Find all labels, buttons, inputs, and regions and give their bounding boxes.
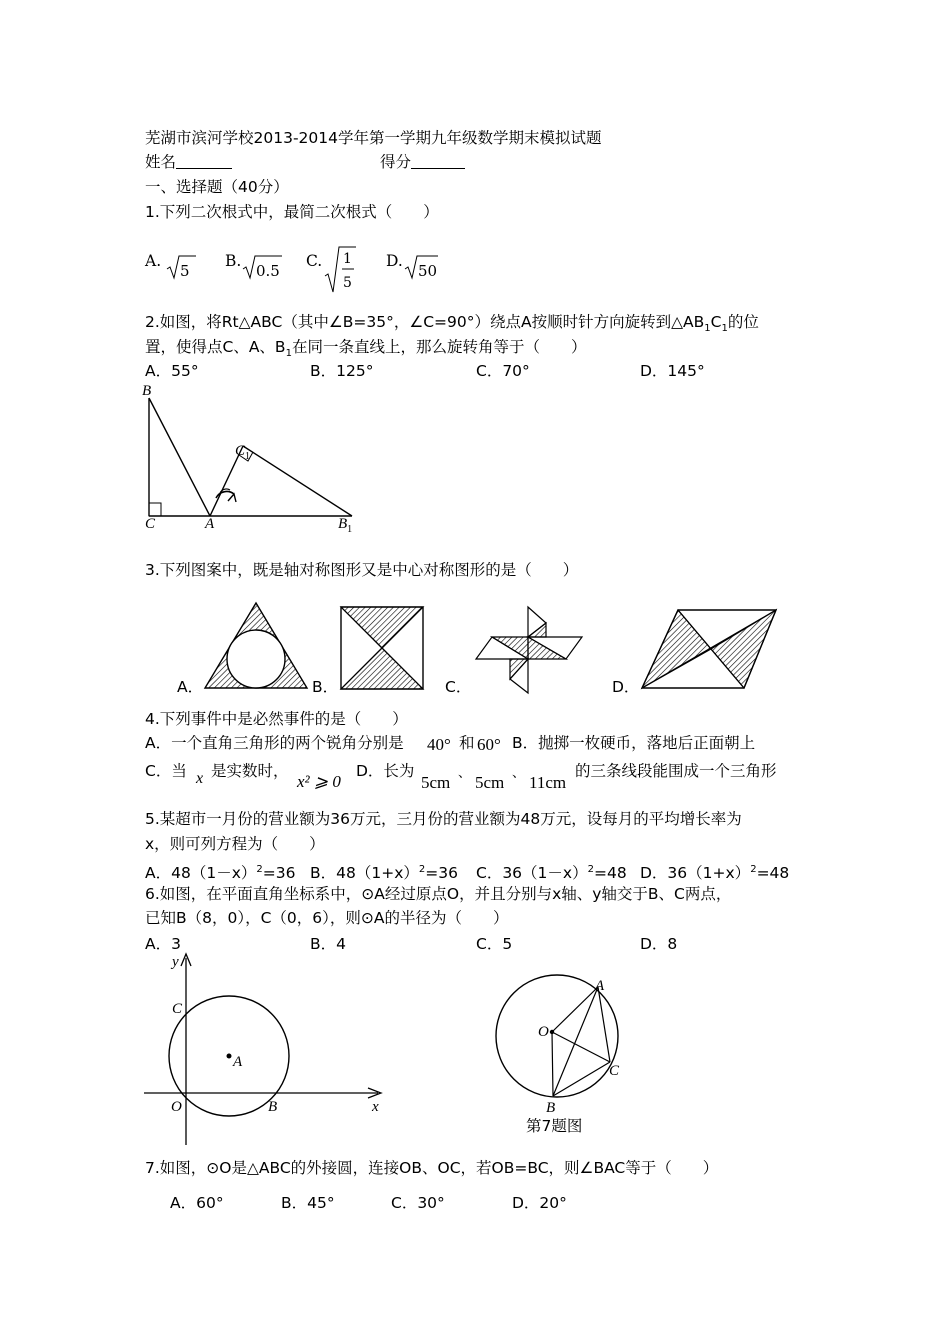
q2-label-c1 <box>235 441 250 467</box>
q1-option-c-numerator: 1 <box>343 251 352 267</box>
q5-stem-line1: 5.某超市一月份的营业额为36万元，三月份的营业额为48万元，设每月的平均增长率为 <box>145 810 742 828</box>
q7-label-c: C <box>609 1063 620 1079</box>
q2-stem-c: C <box>710 313 722 331</box>
q2-option-a: A．55° <box>145 362 199 380</box>
q6-label-o: O <box>171 1099 182 1115</box>
q5-option-b <box>310 860 458 883</box>
q3-option-c-figure <box>472 603 587 698</box>
q4-option-a: A．一个直角三角形的两个锐角分别是 <box>145 734 404 752</box>
q3-option-b-figure <box>336 602 428 694</box>
q4-option-d-b: 的三条线段能围成一个三角形 <box>575 762 777 780</box>
q4-option-c-a: C．当 <box>145 762 187 780</box>
q6-label-y: y <box>172 954 179 970</box>
q2-label-c: C <box>145 516 156 532</box>
q7-figure-caption: 第7题图 <box>526 1117 583 1135</box>
q7-label-o: O <box>538 1024 549 1040</box>
q2-label-b: B <box>142 383 152 399</box>
q7-option-b: B．45° <box>281 1194 335 1212</box>
q2-label-c1-main: C <box>235 443 246 459</box>
q2-sub-b1: 1 <box>704 323 711 335</box>
q4-inequality: x² ⩾ 0 <box>297 772 341 791</box>
q1-option-d-radicand: 50 <box>418 262 438 280</box>
exam-title: 芜湖市滨河学校2013-2014学年第一学期九年级数学期末模拟试题 <box>145 129 602 147</box>
q4-sep2: 、 <box>512 766 526 781</box>
q6-label-a: A <box>233 1054 243 1070</box>
q5-option-a <box>145 860 295 883</box>
score-field <box>380 152 465 172</box>
q6-stem-line2: 已知B（8，0），C（0，6），则⊙A的半径为（ ） <box>145 909 509 927</box>
q4-conj: 和 <box>459 734 475 752</box>
q6-label-c: C <box>172 1001 183 1017</box>
q7-label-a: A <box>595 978 605 994</box>
q7-circle-figure <box>490 975 630 1105</box>
q4-sep1: 、 <box>458 766 472 781</box>
q6-option-d: D．8 <box>640 935 678 953</box>
q1-option-b-label: B. <box>225 252 242 270</box>
q6-option-c: C．5 <box>476 935 513 953</box>
q2-stem-line1 <box>145 312 759 339</box>
q4-option-d-a: D．长为 <box>356 762 415 780</box>
name-label: 姓名 <box>145 153 177 171</box>
name-blank <box>176 152 232 169</box>
q2-stem-text: 2.如图，将Rt△ABC（其中∠B=35°，∠C=90°）绕点A按顺时针方向旋转到△AB <box>145 313 705 331</box>
q4-angle2: 60° <box>477 735 501 754</box>
q1-option-c-label: C. <box>306 252 323 270</box>
q2-option-c: C．70° <box>476 362 530 380</box>
q5-option-c-tail: =48 <box>593 864 627 883</box>
q2-label-a: A <box>205 516 215 532</box>
q3-option-c-label: C． <box>445 678 472 696</box>
q1-option-d-label: D. <box>386 252 403 270</box>
q5-option-d-tail: =48 <box>756 864 790 883</box>
q4-angle1: 40° <box>427 735 451 754</box>
q3-stem: 3.下列图案中，既是轴对称图形又是中心对称图形的是（ ） <box>145 561 579 579</box>
section-heading: 一、选择题（40分） <box>145 178 289 196</box>
q1-option-b-radicand: 0.5 <box>256 262 280 280</box>
q2-label-b1-sub: 1 <box>347 524 353 535</box>
q7-label-b: B <box>546 1100 556 1116</box>
q5-option-d-base: D．36（1+x） <box>640 864 751 883</box>
q2-label-b1-main: B <box>338 516 348 532</box>
q4-var-x: x <box>196 770 204 787</box>
q2-stem-line2-b: 在同一条直线上，那么旋转角等于（ ） <box>291 338 587 356</box>
score-label: 得分 <box>380 153 412 171</box>
q1-stem: 1.下列二次根式中，最简二次根式（ ） <box>145 203 439 221</box>
q6-label-x: x <box>372 1099 379 1115</box>
q1-option-a-label: A. <box>145 252 162 270</box>
q2-option-d: D．145° <box>640 362 705 380</box>
q3-option-a-figure <box>200 600 312 695</box>
q2-stem-end: 的位 <box>727 313 759 331</box>
q7-option-c: C．30° <box>391 1194 445 1212</box>
q5-option-a-tail: =36 <box>262 864 296 883</box>
q5-stem-line2: x，则可列方程为（ ） <box>145 835 325 853</box>
name-field <box>145 152 232 172</box>
q5-option-d <box>640 860 789 883</box>
q6-coordinate-figure <box>140 950 390 1150</box>
q2-sub-b1b: 1 <box>285 348 292 360</box>
q1-option-a-radicand: 5 <box>180 262 190 280</box>
q4-len3: 11cm <box>529 773 567 792</box>
q5-option-b-tail: =36 <box>425 864 458 883</box>
q2-option-b: B．125° <box>310 362 374 380</box>
q5-option-a-exp: 2 <box>256 864 263 875</box>
q7-stem: 7.如图，⊙O是△ABC的外接圆，连接OB、OC，若OB=BC，则∠BAC等于（ ） <box>145 1159 719 1177</box>
q2-stem-line2-a: 置，使得点C、A、B <box>145 338 286 356</box>
q3-option-d-figure <box>638 606 780 692</box>
q5-option-c-base: C．36（1－x） <box>476 864 588 883</box>
q4-len1: 5cm <box>421 773 451 792</box>
q3-option-a-label: A． <box>177 678 204 696</box>
q7-option-a: A．60° <box>170 1194 224 1212</box>
q5-option-a-base: A．48（1－x） <box>145 864 257 883</box>
q6-label-b: B <box>268 1099 278 1115</box>
q2-triangle-figure <box>140 380 370 540</box>
q4-len2: 5cm <box>475 773 505 792</box>
q2-label-c1-sub: 1 <box>245 451 251 462</box>
q6-option-a: A．3 <box>145 935 181 953</box>
q1-option-c-denominator: 5 <box>343 275 352 291</box>
q2-sub-c1: 1 <box>721 323 728 335</box>
q6-option-b: B．4 <box>310 935 346 953</box>
q5-option-d-exp: 2 <box>750 864 757 875</box>
q3-option-d-label: D． <box>612 678 640 696</box>
q6-stem-line1: 6.如图，在平面直角坐标系中，⊙A经过原点O，并且分别与x轴、y轴交于B、C两点， <box>145 885 732 903</box>
q5-option-c-exp: 2 <box>587 864 594 875</box>
q5-option-b-base: B．48（1+x） <box>310 864 419 883</box>
q3-option-b-label: B． <box>312 678 339 696</box>
score-blank <box>411 152 465 169</box>
q4-option-b: B．抛掷一枚硬币，落地后正面朝上 <box>512 734 756 752</box>
q4-stem: 4.下列事件中是必然事件的是（ ） <box>145 710 408 728</box>
q2-label-b1 <box>338 514 352 540</box>
q5-option-b-exp: 2 <box>418 864 426 875</box>
q7-option-d: D．20° <box>512 1194 567 1212</box>
q4-option-c-b: 是实数时， <box>211 762 289 780</box>
q5-option-c <box>476 860 627 883</box>
